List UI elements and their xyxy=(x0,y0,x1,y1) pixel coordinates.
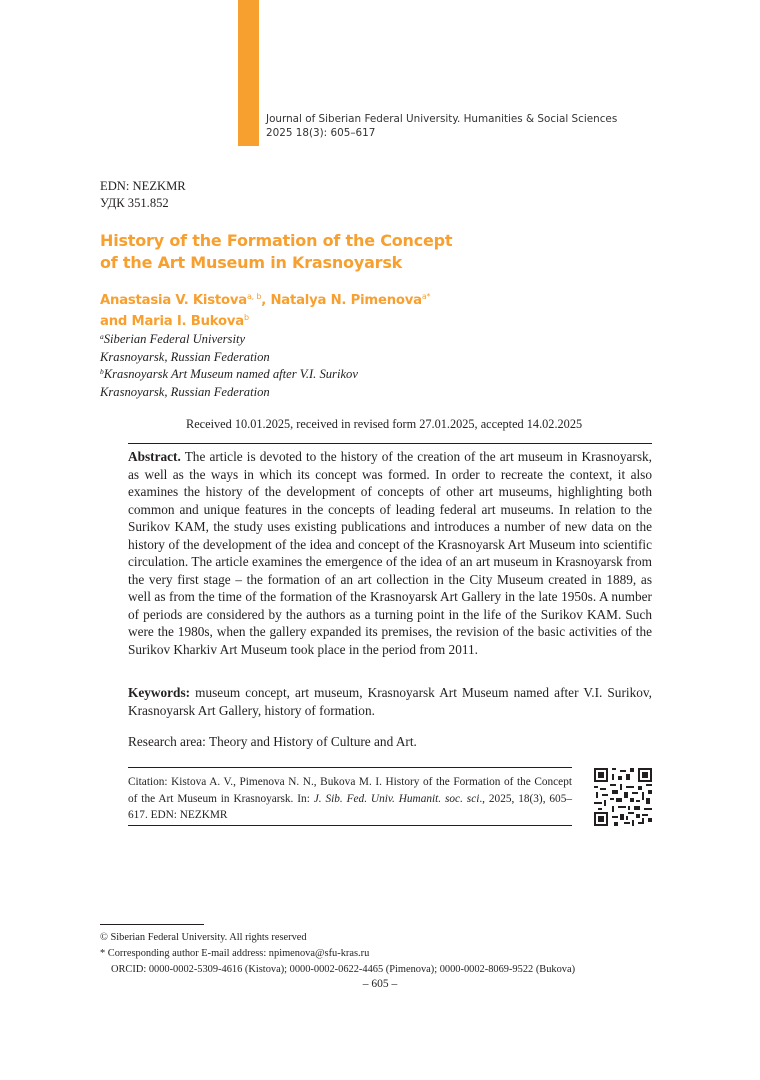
affil-b-place: Krasnoyarsk, Russian Federation xyxy=(100,384,270,399)
identifiers xyxy=(100,178,186,212)
abstract-text: The article is devoted to the history of the creation of the art museum in Krasnoyarsk, as well as the ways in which its concept was formed. In order to recreate the context, it also examines the history of the development of concepts of other art museums, highlighting both common and unique features in the concepts of leading federal art museums. In relation to the Surikov KAM, the study uses existing publications and introduces a number of new data on the history of the development of the idea and concept of the Krasnoyarsk Art Museum into scientific circulation. The article examines the emergence of the idea of an art museum in Krasnoyarsk from the very first stage – the formation of an art collection in the City Museum created in 1889, as well as from the time of the formation of the Krasnoyarsk Art Gallery in the late 1950s. A number of periods are considered by the authors as a turning point in the life of the Surikov KAM. Such were the 1980s, when the gallery expanded its premises, the revision of the basic activities of the Surikov Kharkiv Art Museum took place in the period from 2011. xyxy=(128,449,652,657)
journal-header xyxy=(266,112,617,140)
research-area: Research area: Theory and History of Culture and Art. xyxy=(128,734,417,749)
abstract-label: Abstract. xyxy=(128,449,181,464)
keywords xyxy=(128,684,652,719)
journal-accent-bar xyxy=(238,0,259,146)
author-pimenova-affil: a* xyxy=(421,292,431,301)
citation-bottom-rule xyxy=(128,825,572,826)
affil-a-org: Siberian Federal University xyxy=(103,332,246,346)
corresponding-author-note: * Corresponding author E-mail address: npimenova@sfu-kras.ru xyxy=(100,948,370,959)
page-number: – 605 – xyxy=(362,978,398,990)
affil-a-marker: a xyxy=(100,332,104,341)
author-kistova-affil: a, b xyxy=(246,292,262,301)
copyright-note: © Siberian Federal University. All rights reserved xyxy=(100,932,307,943)
title-line-2: of the Art Museum in Krasnoyarsk xyxy=(100,253,403,272)
affil-a-place: Krasnoyarsk, Russian Federation xyxy=(100,349,270,364)
edn-code: EDN: NEZKMR xyxy=(100,179,186,193)
journal-issue: 2025 18(3): 605–617 xyxy=(266,127,376,139)
affiliations xyxy=(100,331,358,401)
footnotes xyxy=(100,930,575,978)
citation-suffix: ., 2025, 18(3), 605–617. EDN: NEZKMR xyxy=(128,792,573,821)
orcid-note: ORCID: 0000-0002-5309-4616 (Kistova); 0000-0002-0622-4465 (Pimenova); 0000-0002-8069-9522 (Bukova) xyxy=(111,964,576,975)
article-title xyxy=(100,230,560,274)
citation-top-rule xyxy=(128,767,572,768)
author-pimenova: Natalya N. Pimenova xyxy=(270,293,422,308)
abstract xyxy=(128,448,652,658)
journal-name: Journal of Siberian Federal University. Humanities & Social Sciences xyxy=(266,113,618,125)
citation xyxy=(128,774,572,824)
citation-prefix: Citation: Kistova A. V., Pimenova N. N., Bukova M. I. History of the Formation of the Concept of the Art Museum in Krasnoyarsk. In: xyxy=(128,776,572,805)
author-kistova: Anastasia V. Kistova xyxy=(100,293,247,308)
title-line-1: History of the Formation of the Concept xyxy=(100,231,453,250)
keywords-text: museum concept, art museum, Krasnoyarsk Art Museum named after V.I. Surikov, Krasnoyarsk Art Gallery, history of formation. xyxy=(128,685,652,718)
author-bukova-affil: b xyxy=(243,313,249,322)
author-bukova: and Maria I. Bukova xyxy=(100,314,244,329)
udk-code: УДК 351.852 xyxy=(100,196,169,210)
abstract-top-rule xyxy=(128,443,652,444)
received-dates: Received 10.01.2025, received in revised form 27.01.2025, accepted 14.02.2025 xyxy=(186,417,583,431)
author-list: Anastasia V. Kistova$^{a, b}$, Natalya N. Pimenova$^{a*}$ and Maria I. Bukova$^b$ xyxy=(100,292,431,329)
keywords-label: Keywords: xyxy=(128,685,191,700)
footnote-rule xyxy=(100,924,204,925)
citation-journal: J. Sib. Fed. Univ. Humanit. soc. sci xyxy=(313,792,480,805)
affil-b-org: Krasnoyarsk Art Museum named after V.I. Surikov xyxy=(103,367,358,381)
qr-code-icon xyxy=(594,768,652,826)
affil-b-marker: b xyxy=(100,367,104,376)
